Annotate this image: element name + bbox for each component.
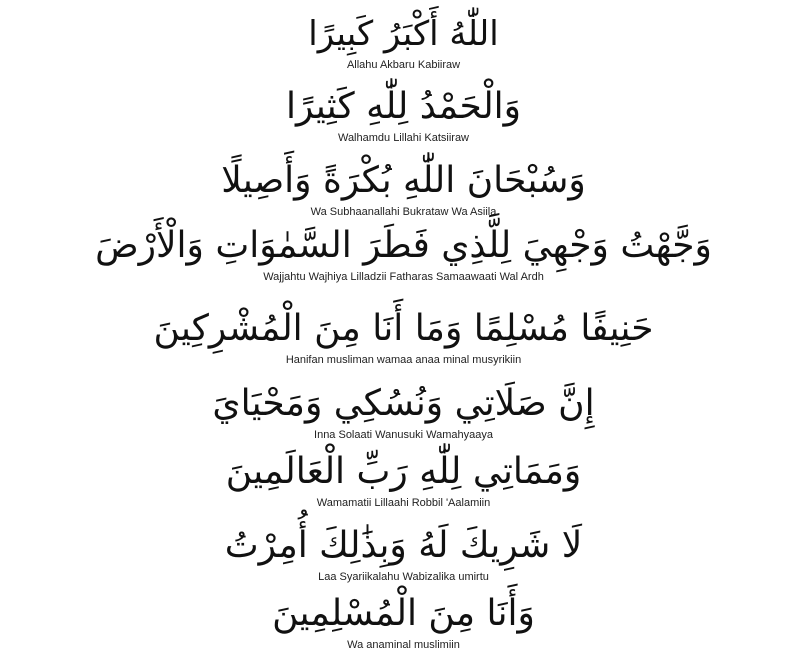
verse-1-transliteration: Allahu Akbaru Kabiiraw: [346, 59, 461, 71]
verse-2: [0, 83, 807, 145]
verse-4-arabic: وَجَّهْتُ وَجْهِيَ لِلَّذِي فَطَرَ السَّمٰوَاتِ وَالْأَرْضَ: [95, 225, 712, 266]
verse-3-transliteration: Wa Subhaanallahi Bukrataw Wa Asiila: [310, 206, 497, 218]
verse-3-arabic: وَسُبْحَانَ اللّٰهِ بُكْرَةً وَأَصِيلًا: [221, 160, 586, 201]
verse-5-transliteration: Hanifan musliman wamaa anaa minal musyrikiin: [285, 354, 522, 366]
verse-4: [0, 222, 807, 284]
verse-5-arabic: حَنِيفًا مُسْلِمًا وَمَا أَنَا مِنَ الْمُشْرِكِينَ: [153, 308, 654, 349]
verse-3: [0, 157, 807, 219]
verse-7-transliteration: Wamamatii Lillaahi Robbil 'Aalamiin: [316, 497, 491, 509]
verse-6-arabic: إِنَّ صَلَاتِي وَنُسُكِي وَمَحْيَايَ: [212, 383, 595, 424]
verse-6-transliteration: Inna Solaati Wanusuki Wamahyaaya: [314, 429, 493, 441]
verse-9: [0, 590, 807, 652]
verse-1-arabic: اللّٰهُ أَكْبَرُ كَبِيرًا: [308, 14, 499, 54]
verse-5: [0, 305, 807, 367]
verse-4-transliteration: Wajjahtu Wajhiya Lilladzii Fatharas Samaawaati Wal Ardh: [263, 271, 544, 283]
verse-7: [0, 448, 807, 510]
verse-9-arabic: وَأَنَا مِنَ الْمُسْلِمِينَ: [272, 593, 535, 634]
verse-8-arabic: لَا شَرِيكَ لَهُ وَبِذَٰلِكَ أُمِرْتُ: [224, 525, 583, 566]
verse-8: [0, 522, 807, 584]
verse-2-arabic: وَالْحَمْدُ لِلّٰهِ كَثِيرًا: [285, 86, 522, 127]
verse-8-transliteration: Laa Syariikalahu Wabizalika umirtu: [318, 571, 489, 583]
verse-9-transliteration: Wa anaminal muslimiin: [347, 639, 460, 651]
verse-6: [0, 380, 807, 442]
verse-7-arabic: وَمَمَاتِي لِلّٰهِ رَبِّ الْعَالَمِينَ: [225, 451, 582, 492]
verse-2-transliteration: Walhamdu Lillahi Katsiiraw: [337, 132, 470, 144]
verse-1: [0, 10, 807, 72]
